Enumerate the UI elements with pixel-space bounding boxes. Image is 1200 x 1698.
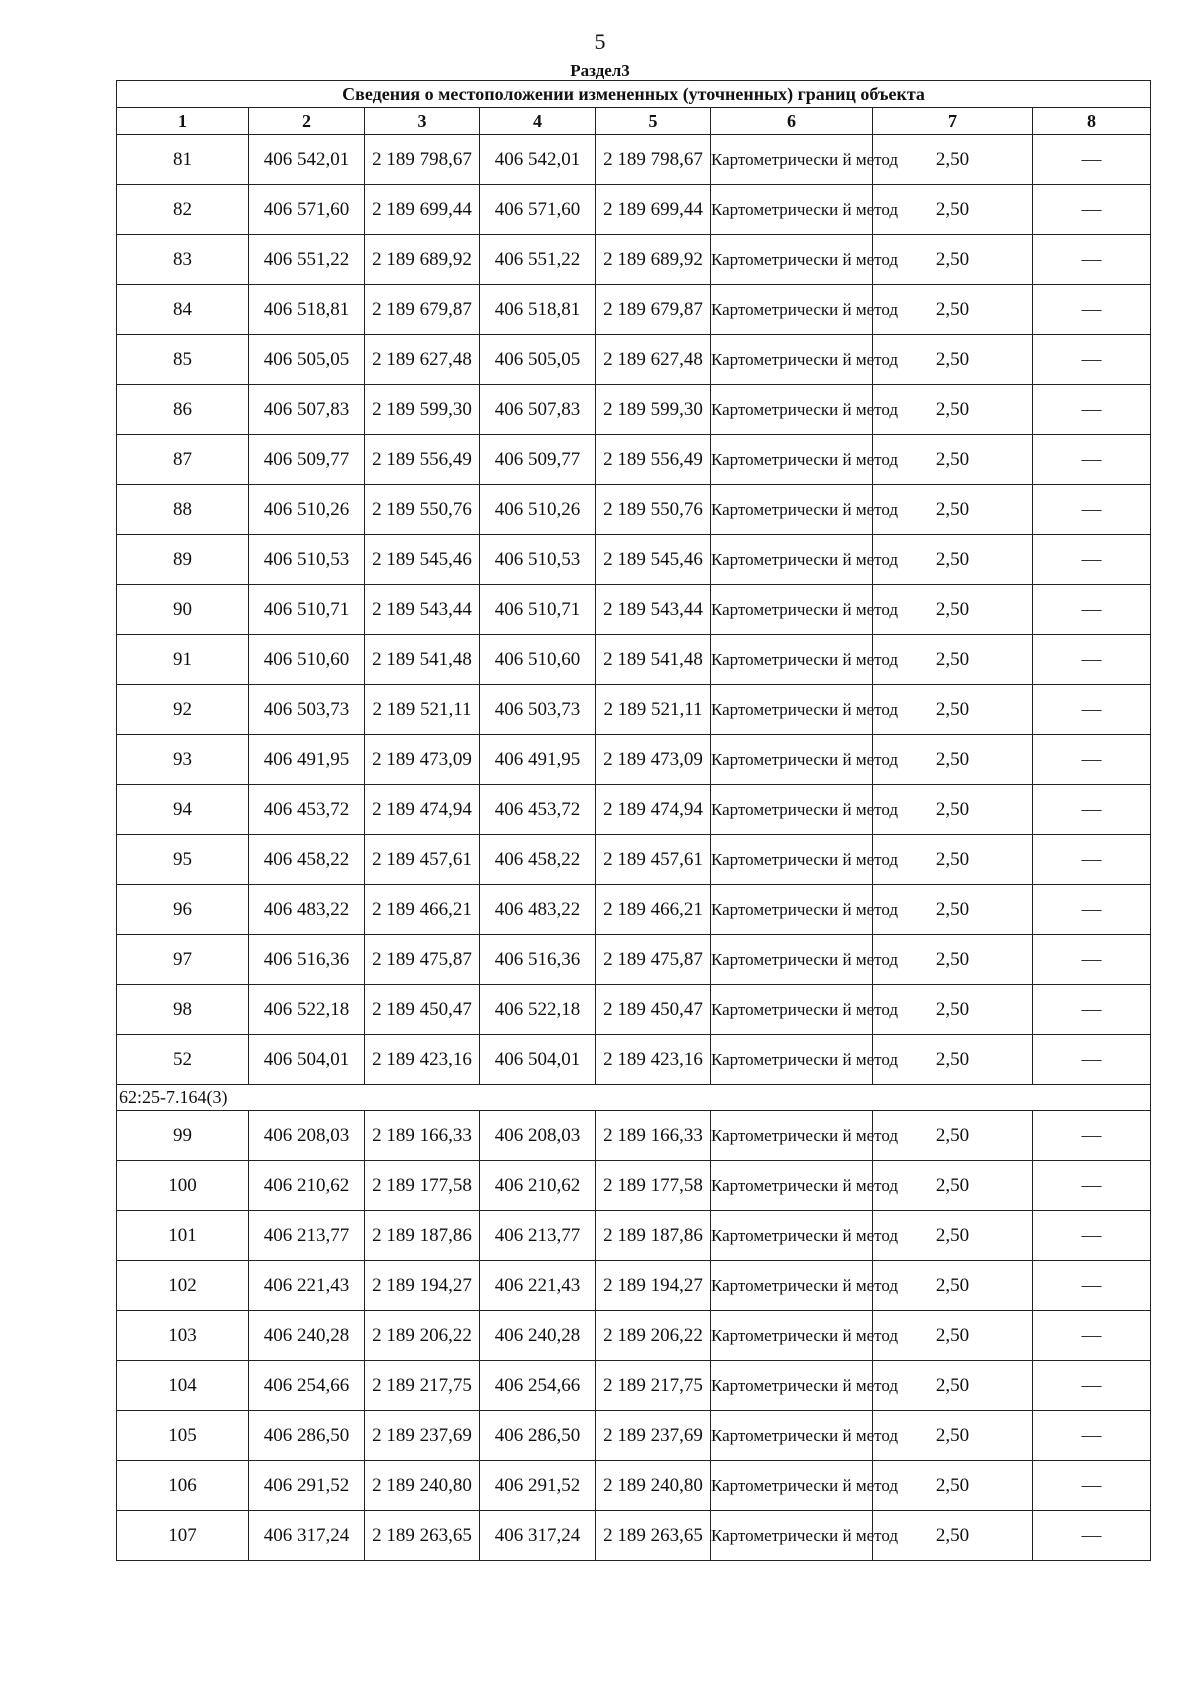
x-coordinate-cell: 406 291,52 [249, 1461, 365, 1511]
x-coordinate-cell: 406 286,50 [249, 1411, 365, 1461]
method-cell: Картометрически й метод [711, 235, 873, 285]
x-coordinate-cell: 406 221,43 [249, 1261, 365, 1311]
accuracy-cell: 2,50 [873, 885, 1033, 935]
x-coordinate-cell: 406 240,28 [480, 1311, 596, 1361]
x-coordinate-cell: 406 510,71 [249, 585, 365, 635]
table-row [117, 835, 1151, 885]
boundary-coordinates-table [116, 80, 1151, 1561]
table-row [117, 885, 1151, 935]
accuracy-cell: 2,50 [873, 335, 1033, 385]
y-coordinate-cell: 2 189 474,94 [596, 785, 711, 835]
x-coordinate-cell: 406 491,95 [249, 735, 365, 785]
y-coordinate-cell: 2 189 521,11 [365, 685, 480, 735]
accuracy-cell: 2,50 [873, 1261, 1033, 1311]
accuracy-cell: 2,50 [873, 1361, 1033, 1411]
x-coordinate-cell: 406 551,22 [249, 235, 365, 285]
accuracy-cell: 2,50 [873, 535, 1033, 585]
x-coordinate-cell: 406 571,60 [480, 185, 596, 235]
table-row [117, 285, 1151, 335]
x-coordinate-cell: 406 483,22 [480, 885, 596, 935]
accuracy-cell: 2,50 [873, 1211, 1033, 1261]
x-coordinate-cell: 406 221,43 [480, 1261, 596, 1311]
point-number-cell: 103 [117, 1311, 249, 1361]
group-row [117, 1085, 1151, 1111]
y-coordinate-cell: 2 189 177,58 [596, 1161, 711, 1211]
x-coordinate-cell: 406 505,05 [249, 335, 365, 385]
point-number-cell: 88 [117, 485, 249, 535]
dash-cell: — [1033, 385, 1151, 435]
table-row [117, 1511, 1151, 1561]
dash-cell: — [1033, 635, 1151, 685]
point-number-cell: 85 [117, 335, 249, 385]
column-header: 6 [711, 108, 873, 135]
point-number-cell: 98 [117, 985, 249, 1035]
column-header: 7 [873, 108, 1033, 135]
table-row [117, 485, 1151, 535]
y-coordinate-cell: 2 189 240,80 [365, 1461, 480, 1511]
table-row [117, 1211, 1151, 1261]
x-coordinate-cell: 406 507,83 [480, 385, 596, 435]
x-coordinate-cell: 406 510,60 [249, 635, 365, 685]
method-cell: Картометрически й метод [711, 135, 873, 185]
x-coordinate-cell: 406 503,73 [480, 685, 596, 735]
accuracy-cell: 2,50 [873, 785, 1033, 835]
method-cell: Картометрически й метод [711, 985, 873, 1035]
y-coordinate-cell: 2 189 679,87 [596, 285, 711, 335]
table-row [117, 435, 1151, 485]
method-cell: Картометрически й метод [711, 785, 873, 835]
y-coordinate-cell: 2 189 627,48 [365, 335, 480, 385]
x-coordinate-cell: 406 551,22 [480, 235, 596, 285]
method-cell: Картометрически й метод [711, 1111, 873, 1161]
dash-cell: — [1033, 285, 1151, 335]
point-number-cell: 101 [117, 1211, 249, 1261]
y-coordinate-cell: 2 189 699,44 [365, 185, 480, 235]
x-coordinate-cell: 406 254,66 [249, 1361, 365, 1411]
method-cell: Картометрически й метод [711, 1361, 873, 1411]
accuracy-cell: 2,50 [873, 735, 1033, 785]
y-coordinate-cell: 2 189 187,86 [365, 1211, 480, 1261]
accuracy-cell: 2,50 [873, 1461, 1033, 1511]
point-number-cell: 95 [117, 835, 249, 885]
method-cell: Картометрически й метод [711, 735, 873, 785]
table-row [117, 935, 1151, 985]
dash-cell: — [1033, 885, 1151, 935]
dash-cell: — [1033, 785, 1151, 835]
accuracy-cell: 2,50 [873, 1311, 1033, 1361]
x-coordinate-cell: 406 208,03 [480, 1111, 596, 1161]
dash-cell: — [1033, 1461, 1151, 1511]
point-number-cell: 89 [117, 535, 249, 585]
y-coordinate-cell: 2 189 263,65 [596, 1511, 711, 1561]
x-coordinate-cell: 406 510,53 [480, 535, 596, 585]
method-cell: Картометрически й метод [711, 835, 873, 885]
y-coordinate-cell: 2 189 521,11 [596, 685, 711, 735]
y-coordinate-cell: 2 189 263,65 [365, 1511, 480, 1561]
point-number-cell: 104 [117, 1361, 249, 1411]
x-coordinate-cell: 406 571,60 [249, 185, 365, 235]
point-number-cell: 86 [117, 385, 249, 435]
dash-cell: — [1033, 1261, 1151, 1311]
method-cell: Картометрически й метод [711, 285, 873, 335]
dash-cell: — [1033, 1361, 1151, 1411]
y-coordinate-cell: 2 189 699,44 [596, 185, 711, 235]
method-cell: Картометрически й метод [711, 885, 873, 935]
table-row [117, 135, 1151, 185]
point-number-cell: 96 [117, 885, 249, 935]
table-body-part2 [117, 1111, 1151, 1561]
table-row [117, 1261, 1151, 1311]
x-coordinate-cell: 406 291,52 [480, 1461, 596, 1511]
point-number-cell: 97 [117, 935, 249, 985]
accuracy-cell: 2,50 [873, 435, 1033, 485]
method-cell: Картометрически й метод [711, 685, 873, 735]
accuracy-cell: 2,50 [873, 485, 1033, 535]
method-cell: Картометрически й метод [711, 1311, 873, 1361]
accuracy-cell: 2,50 [873, 285, 1033, 335]
x-coordinate-cell: 406 208,03 [249, 1111, 365, 1161]
method-cell: Картометрически й метод [711, 385, 873, 435]
y-coordinate-cell: 2 189 450,47 [365, 985, 480, 1035]
dash-cell: — [1033, 1511, 1151, 1561]
method-cell: Картометрически й метод [711, 1035, 873, 1085]
dash-cell: — [1033, 485, 1151, 535]
y-coordinate-cell: 2 189 457,61 [596, 835, 711, 885]
table-row [117, 185, 1151, 235]
point-number-cell: 82 [117, 185, 249, 235]
table-row [117, 1311, 1151, 1361]
point-number-cell: 52 [117, 1035, 249, 1085]
x-coordinate-cell: 406 213,77 [249, 1211, 365, 1261]
table-row [117, 1411, 1151, 1461]
y-coordinate-cell: 2 189 166,33 [365, 1111, 480, 1161]
point-number-cell: 106 [117, 1461, 249, 1511]
accuracy-cell: 2,50 [873, 385, 1033, 435]
y-coordinate-cell: 2 189 689,92 [365, 235, 480, 285]
x-coordinate-cell: 406 542,01 [249, 135, 365, 185]
dash-cell: — [1033, 235, 1151, 285]
method-cell: Картометрически й метод [711, 1161, 873, 1211]
y-coordinate-cell: 2 189 166,33 [596, 1111, 711, 1161]
dash-cell: — [1033, 435, 1151, 485]
point-number-cell: 93 [117, 735, 249, 785]
x-coordinate-cell: 406 509,77 [249, 435, 365, 485]
column-header: 5 [596, 108, 711, 135]
method-cell: Картометрически й метод [711, 485, 873, 535]
dash-cell: — [1033, 585, 1151, 635]
dash-cell: — [1033, 735, 1151, 785]
x-coordinate-cell: 406 516,36 [480, 935, 596, 985]
x-coordinate-cell: 406 453,72 [249, 785, 365, 835]
y-coordinate-cell: 2 189 679,87 [365, 285, 480, 335]
accuracy-cell: 2,50 [873, 185, 1033, 235]
dash-cell: — [1033, 535, 1151, 585]
y-coordinate-cell: 2 189 599,30 [365, 385, 480, 435]
table-row [117, 235, 1151, 285]
y-coordinate-cell: 2 189 475,87 [365, 935, 480, 985]
y-coordinate-cell: 2 189 237,69 [365, 1411, 480, 1461]
y-coordinate-cell: 2 189 541,48 [365, 635, 480, 685]
column-header: 3 [365, 108, 480, 135]
x-coordinate-cell: 406 286,50 [480, 1411, 596, 1461]
y-coordinate-cell: 2 189 543,44 [596, 585, 711, 635]
method-cell: Картометрически й метод [711, 1411, 873, 1461]
x-coordinate-cell: 406 503,73 [249, 685, 365, 735]
table-row [117, 685, 1151, 735]
column-header: 4 [480, 108, 596, 135]
y-coordinate-cell: 2 189 450,47 [596, 985, 711, 1035]
table-row [117, 385, 1151, 435]
point-number-cell: 94 [117, 785, 249, 835]
y-coordinate-cell: 2 189 194,27 [365, 1261, 480, 1311]
accuracy-cell: 2,50 [873, 685, 1033, 735]
method-cell: Картометрически й метод [711, 185, 873, 235]
accuracy-cell: 2,50 [873, 635, 1033, 685]
y-coordinate-cell: 2 189 206,22 [365, 1311, 480, 1361]
x-coordinate-cell: 406 522,18 [249, 985, 365, 1035]
y-coordinate-cell: 2 189 473,09 [365, 735, 480, 785]
y-coordinate-cell: 2 189 545,46 [596, 535, 711, 585]
y-coordinate-cell: 2 189 475,87 [596, 935, 711, 985]
column-header: 8 [1033, 108, 1151, 135]
x-coordinate-cell: 406 504,01 [480, 1035, 596, 1085]
point-number-cell: 90 [117, 585, 249, 635]
y-coordinate-cell: 2 189 466,21 [365, 885, 480, 935]
group-label: 62:25-7.164(3) [117, 1085, 1151, 1111]
x-coordinate-cell: 406 240,28 [249, 1311, 365, 1361]
x-coordinate-cell: 406 505,05 [480, 335, 596, 385]
accuracy-cell: 2,50 [873, 835, 1033, 885]
table-row [117, 1161, 1151, 1211]
table-body-part1 [117, 135, 1151, 1085]
y-coordinate-cell: 2 189 177,58 [365, 1161, 480, 1211]
x-coordinate-cell: 406 491,95 [480, 735, 596, 785]
dash-cell: — [1033, 135, 1151, 185]
method-cell: Картометрически й метод [711, 1211, 873, 1261]
y-coordinate-cell: 2 189 689,92 [596, 235, 711, 285]
point-number-cell: 92 [117, 685, 249, 735]
y-coordinate-cell: 2 189 550,76 [596, 485, 711, 535]
table-row [117, 585, 1151, 635]
accuracy-cell: 2,50 [873, 585, 1033, 635]
dash-cell: — [1033, 1311, 1151, 1361]
x-coordinate-cell: 406 317,24 [480, 1511, 596, 1561]
y-coordinate-cell: 2 189 187,86 [596, 1211, 711, 1261]
point-number-cell: 91 [117, 635, 249, 685]
x-coordinate-cell: 406 542,01 [480, 135, 596, 185]
accuracy-cell: 2,50 [873, 935, 1033, 985]
accuracy-cell: 2,50 [873, 1161, 1033, 1211]
table-row [117, 735, 1151, 785]
y-coordinate-cell: 2 189 473,09 [596, 735, 711, 785]
accuracy-cell: 2,50 [873, 1511, 1033, 1561]
dash-cell: — [1033, 685, 1151, 735]
x-coordinate-cell: 406 453,72 [480, 785, 596, 835]
x-coordinate-cell: 406 210,62 [480, 1161, 596, 1211]
y-coordinate-cell: 2 189 798,67 [365, 135, 480, 185]
y-coordinate-cell: 2 189 541,48 [596, 635, 711, 685]
x-coordinate-cell: 406 510,26 [480, 485, 596, 535]
method-cell: Картометрически й метод [711, 935, 873, 985]
y-coordinate-cell: 2 189 627,48 [596, 335, 711, 385]
y-coordinate-cell: 2 189 237,69 [596, 1411, 711, 1461]
accuracy-cell: 2,50 [873, 1111, 1033, 1161]
y-coordinate-cell: 2 189 217,75 [596, 1361, 711, 1411]
y-coordinate-cell: 2 189 556,49 [596, 435, 711, 485]
dash-cell: — [1033, 335, 1151, 385]
point-number-cell: 105 [117, 1411, 249, 1461]
accuracy-cell: 2,50 [873, 135, 1033, 185]
accuracy-cell: 2,50 [873, 235, 1033, 285]
y-coordinate-cell: 2 189 545,46 [365, 535, 480, 585]
point-number-cell: 84 [117, 285, 249, 335]
x-coordinate-cell: 406 483,22 [249, 885, 365, 935]
dash-cell: — [1033, 1211, 1151, 1261]
accuracy-cell: 2,50 [873, 1035, 1033, 1085]
method-cell: Картометрически й метод [711, 585, 873, 635]
x-coordinate-cell: 406 510,60 [480, 635, 596, 685]
point-number-cell: 99 [117, 1111, 249, 1161]
accuracy-cell: 2,50 [873, 985, 1033, 1035]
x-coordinate-cell: 406 507,83 [249, 385, 365, 435]
page-number: 5 [594, 29, 606, 54]
x-coordinate-cell: 406 458,22 [480, 835, 596, 885]
point-number-cell: 107 [117, 1511, 249, 1561]
method-cell: Картометрически й метод [711, 435, 873, 485]
point-number-cell: 100 [117, 1161, 249, 1211]
point-number-cell: 87 [117, 435, 249, 485]
column-header-row [117, 108, 1151, 135]
y-coordinate-cell: 2 189 798,67 [596, 135, 711, 185]
group-section [117, 1085, 1151, 1111]
dash-cell: — [1033, 985, 1151, 1035]
x-coordinate-cell: 406 510,53 [249, 535, 365, 585]
y-coordinate-cell: 2 189 556,49 [365, 435, 480, 485]
x-coordinate-cell: 406 510,71 [480, 585, 596, 635]
y-coordinate-cell: 2 189 217,75 [365, 1361, 480, 1411]
y-coordinate-cell: 2 189 457,61 [365, 835, 480, 885]
y-coordinate-cell: 2 189 550,76 [365, 485, 480, 535]
dash-cell: — [1033, 1411, 1151, 1461]
table-row [117, 1111, 1151, 1161]
x-coordinate-cell: 406 518,81 [249, 285, 365, 335]
accuracy-cell: 2,50 [873, 1411, 1033, 1461]
x-coordinate-cell: 406 522,18 [480, 985, 596, 1035]
table-row [117, 1361, 1151, 1411]
x-coordinate-cell: 406 213,77 [480, 1211, 596, 1261]
y-coordinate-cell: 2 189 543,44 [365, 585, 480, 635]
method-cell: Картометрически й метод [711, 1261, 873, 1311]
y-coordinate-cell: 2 189 423,16 [365, 1035, 480, 1085]
x-coordinate-cell: 406 518,81 [480, 285, 596, 335]
x-coordinate-cell: 406 516,36 [249, 935, 365, 985]
table-row [117, 335, 1151, 385]
dash-cell: — [1033, 1035, 1151, 1085]
method-cell: Картометрически й метод [711, 535, 873, 585]
method-cell: Картометрически й метод [711, 635, 873, 685]
dash-cell: — [1033, 1111, 1151, 1161]
table-row [117, 535, 1151, 585]
y-coordinate-cell: 2 189 599,30 [596, 385, 711, 435]
dash-cell: — [1033, 835, 1151, 885]
method-cell: Картометрически й метод [711, 1461, 873, 1511]
x-coordinate-cell: 406 210,62 [249, 1161, 365, 1211]
table-row [117, 1035, 1151, 1085]
x-coordinate-cell: 406 254,66 [480, 1361, 596, 1411]
method-cell: Картометрически й метод [711, 335, 873, 385]
point-number-cell: 81 [117, 135, 249, 185]
x-coordinate-cell: 406 317,24 [249, 1511, 365, 1561]
y-coordinate-cell: 2 189 423,16 [596, 1035, 711, 1085]
table-row [117, 785, 1151, 835]
section-title: Раздел3 [570, 61, 630, 80]
y-coordinate-cell: 2 189 206,22 [596, 1311, 711, 1361]
point-number-cell: 83 [117, 235, 249, 285]
x-coordinate-cell: 406 504,01 [249, 1035, 365, 1085]
table-row [117, 1461, 1151, 1511]
table-caption: Сведения о местоположении измененных (уточненных) границ объекта [117, 81, 1151, 108]
dash-cell: — [1033, 185, 1151, 235]
point-number-cell: 102 [117, 1261, 249, 1311]
x-coordinate-cell: 406 458,22 [249, 835, 365, 885]
column-header: 2 [249, 108, 365, 135]
x-coordinate-cell: 406 510,26 [249, 485, 365, 535]
x-coordinate-cell: 406 509,77 [480, 435, 596, 485]
y-coordinate-cell: 2 189 194,27 [596, 1261, 711, 1311]
table-caption-row [117, 81, 1151, 108]
y-coordinate-cell: 2 189 240,80 [596, 1461, 711, 1511]
method-cell: Картометрически й метод [711, 1511, 873, 1561]
dash-cell: — [1033, 1161, 1151, 1211]
column-header: 1 [117, 108, 249, 135]
dash-cell: — [1033, 935, 1151, 985]
y-coordinate-cell: 2 189 474,94 [365, 785, 480, 835]
y-coordinate-cell: 2 189 466,21 [596, 885, 711, 935]
table-row [117, 985, 1151, 1035]
table-row [117, 635, 1151, 685]
